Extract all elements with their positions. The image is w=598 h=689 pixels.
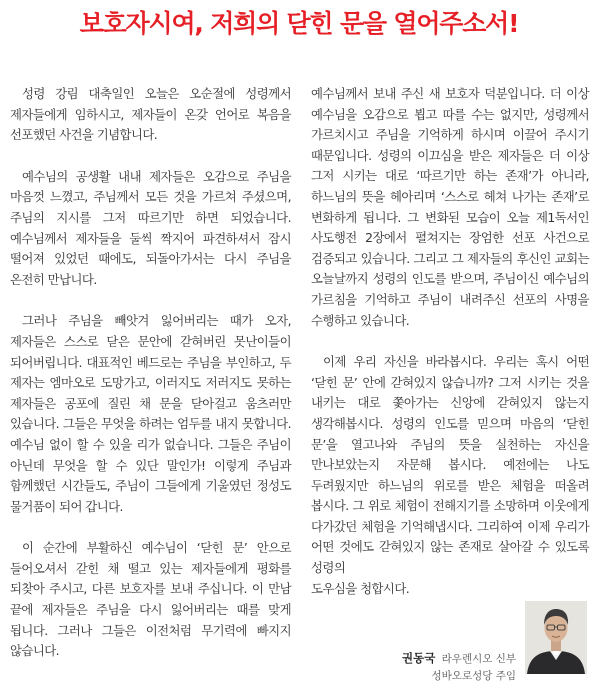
paragraph: 예수님의 공생활 내내 제자들은 오감으로 주님을 마음껏 느꼈고, 주님께서 모든 것을 가르쳐 주셨으며, 주님의 지시를 그저 따르기만 하면 되었습니다. 예수님께서 제자들을 둘씩 짝지어 파견하셔서 잠시 떨어져 있었던 때에도, 되돌아가서는 다시 주님을 온전히 만납니다. — [10, 168, 291, 287]
paragraph: 예수님께서 보내 주신 새 보호자 덕분입니다. 더 이상 예수님을 오감으로 뵙고 따를 수는 없지만, 성령께서 가르치시고 주님을 기억하게 하시며 이끌어 주시기 때문입니다. 성령의 이끄심을 받은 제자들은 더 이상 그저 시키는 대로 ‘따르기만 하는 존재’가 아니라, 하느님의 뜻을 헤아리며 ‘스스로 헤쳐 나가는 존재’로 변화하게 됩니다. 그 변화된 모습이 오늘 제1독서인 사도행전 2장에서 펼쳐지는 장엄한 선포 사건으로 검증되고 있습니다. 그리고 그 제자들의 후신인 교회는 오늘날까지 성령의 인도를 받으며, 주님이신 예수님의 가르침을 기억하고 주님이 내려주신 선포의 사명을 수행하고 있습니다. — [311, 86, 589, 328]
paragraph: 이제 우리 자신을 바라봅시다. 우리는 혹시 어떤 ‘닫힌 문’ 안에 갇혀있지 않습니까? 그저 시키는 것을 내키는 대로 쫓아가는 신앙에 갇혀있지 않는지 생각해봅시다. 성령의 인도를 믿으며 마음의 ‘닫힌 문’을 열고나와 주님의 뜻을 실천하는 자신을 만나보았는지 자문해 봅시다. 예전에는 나도 두려웠지만 하느님의 위로를 받은 체험을 떠올려 봅시다. 그 위로 체험이 전해지기를 소망하며 이웃에게 다가갔던 체험을 기억해냅시다. 그리하여 이제 우리가 어떤 것에도 갇혀있지 않는 존재로 살아갈 수 있도록 성령의 — [311, 354, 589, 576]
right-column — [311, 84, 589, 620]
paragraph: 성령 강림 대축일인 오늘은 오순절에 성령께서 제자들에게 임하시고, 제자들이 온갖 언어로 복음을 선포했던 사건을 기념합니다. — [10, 86, 291, 143]
author-signature — [402, 650, 516, 685]
author-affiliation: 성바오로성당 주임 — [431, 670, 516, 682]
author-name: 권동국 — [401, 651, 436, 665]
article-title: 보호자시여, 저희의 닫힌 문을 열어주소서! — [79, 9, 519, 38]
author-title: 라우렌시오 신부 — [441, 653, 516, 665]
author-line — [402, 650, 516, 668]
paragraph: 도우심을 청합시다. — [311, 580, 410, 596]
author-portrait-icon — [525, 601, 587, 674]
left-column — [10, 84, 291, 683]
paragraph: 이 순간에 부활하신 예수님이 ‘닫힌 문’ 안으로 들어오셔서 갇힌 채 떨고 있는 제자들에게 평화를 되찾아 주시고, 다른 보호자를 보내 주십니다. 이 만남 끝에 제자들은 주님을 다시 잃어버리는 때를 맞게 됩니다. 그러나 그들은 이전처럼 무기력에 빠지지 않습니다. — [10, 540, 291, 659]
author-photo — [525, 601, 587, 674]
paragraph: 그러나 주님을 빼앗겨 잃어버리는 때가 오자, 제자들은 스스로 닫은 문안에 갇혀버린 못난이들이 되어버립니다. 대표적인 베드로는 주님을 부인하고, 두 제자는 엠마오로 도망가고, 이러지도 저러지도 못하는 제자들은 공포에 질린 채 문을 닫아걸고 움츠러만 있습니다. 그들은 무엇을 하려는 엄두를 내지 못합니다. 예수님 없이 할 수 있을 리가 없습니다. 그들은 주님이 아닌데 무엇을 할 수 있단 말인가! 이렇게 주님과 함께했던 시간들도, 주님이 그들에게 기울였던 정성도 물거품이 되어 갑니다. — [10, 313, 291, 514]
